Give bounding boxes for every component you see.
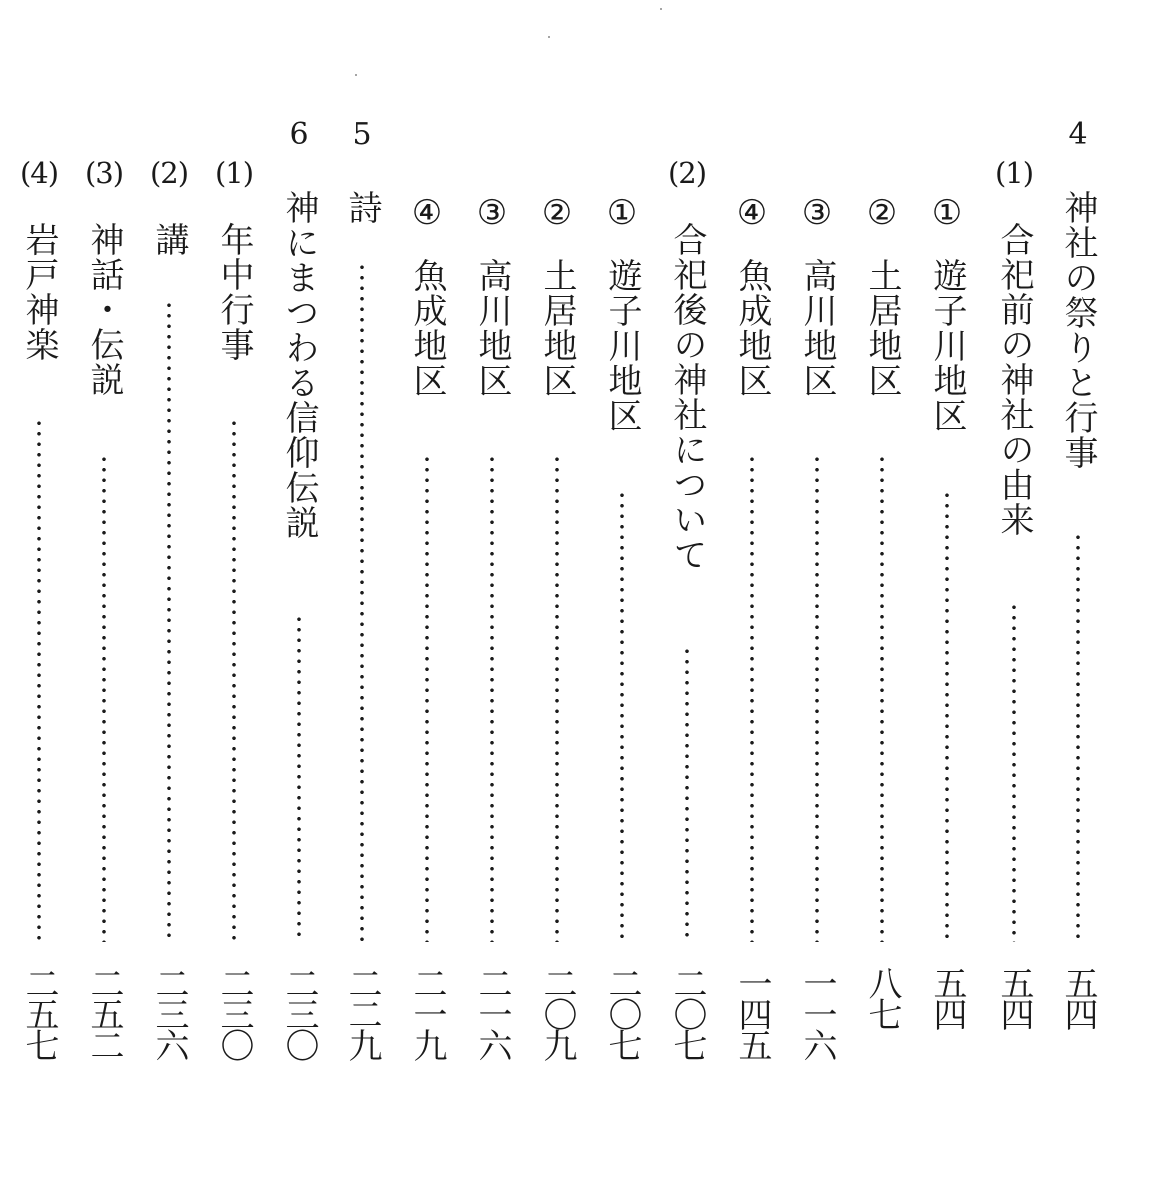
dot-leader: [619, 490, 625, 942]
toc-entry-page: 二一六: [472, 966, 512, 1059]
toc-entry-4-1-3: [791, 0, 843, 1189]
toc-entry-6-4: [13, 0, 65, 1189]
toc-entry-title: 魚成地区: [407, 258, 447, 398]
toc-entry-page: 五四: [927, 966, 967, 1028]
toc-entry-number: ②: [541, 193, 573, 233]
toc-entry-number: ④: [411, 193, 443, 233]
toc-entry-title: 神にまつわる信仰伝説: [279, 190, 319, 540]
toc-entry-6: [273, 0, 325, 1189]
toc-entry-title: 高川地区: [797, 258, 837, 398]
toc-entry-number: ①: [931, 193, 963, 233]
dot-leader: [1011, 602, 1017, 942]
toc-entry-page: 一一六: [797, 966, 837, 1059]
toc-entry-title: 高川地区: [472, 258, 512, 398]
dot-leader: [296, 614, 302, 942]
toc-entry-title: 土居地区: [862, 258, 902, 398]
toc-entry-4-2: [661, 0, 713, 1189]
toc-entry-page: 二〇九: [537, 966, 577, 1059]
toc-entry-page: 二三〇: [214, 966, 254, 1059]
toc-entry-page: 二五二: [84, 966, 124, 1059]
toc-entry-4-2-1: [596, 0, 648, 1189]
scan-speck: [355, 74, 357, 76]
toc-entry-4-2-4: [401, 0, 453, 1189]
toc-entry-4-1-4: [726, 0, 778, 1189]
toc-entry-4-2-3: [466, 0, 518, 1189]
dot-leader: [814, 454, 820, 942]
toc-entry-title: 講: [149, 222, 189, 257]
toc-entry-6-3: [78, 0, 130, 1189]
toc-entry-title: 神話・伝説: [84, 222, 124, 397]
dot-leader: [554, 454, 560, 942]
toc-entry-number: ④: [736, 193, 768, 233]
toc-entry-page: 二三六: [149, 966, 189, 1059]
toc-entry-page: 五四: [1058, 966, 1098, 1028]
scan-speck: [548, 36, 550, 38]
toc-entry-number: 5: [352, 117, 372, 152]
toc-entry-6-2: [143, 0, 195, 1189]
toc-entry-5: [336, 0, 388, 1189]
toc-entry-page: 二三〇: [279, 966, 319, 1059]
toc-entry-number: ①: [606, 193, 638, 233]
toc-entry-4-1-2: [856, 0, 908, 1189]
dot-leader: [36, 418, 42, 942]
dot-leader: [166, 300, 172, 942]
toc-entry-number: (2): [667, 156, 707, 190]
dot-leader: [231, 418, 237, 942]
dot-leader: [359, 262, 365, 942]
toc-entry-page: 五四: [994, 966, 1034, 1028]
dot-leader: [684, 646, 690, 942]
scan-speck: [660, 8, 662, 10]
toc-entry-title: 合祀後の神社について: [667, 222, 707, 572]
toc-entry-4-1: [988, 0, 1040, 1189]
toc-entry-number: (3): [84, 156, 124, 190]
toc-entry-number: ③: [476, 193, 508, 233]
toc-entry-title: 遊子川地区: [927, 258, 967, 433]
dot-leader: [749, 454, 755, 942]
toc-entry-page: 二〇七: [602, 966, 642, 1059]
dot-leader: [879, 454, 885, 942]
toc-entry-page: 二二九: [342, 966, 382, 1059]
dot-leader: [489, 454, 495, 942]
toc-entry-page: 八七: [862, 966, 902, 1028]
toc-entry-6-1: [208, 0, 260, 1189]
toc-entry-title: 遊子川地区: [602, 258, 642, 433]
toc-entry-page: 二〇七: [667, 966, 707, 1059]
dot-leader: [944, 490, 950, 942]
toc-entry-number: (4): [19, 156, 59, 190]
toc-entry-title: 合祀前の神社の由来: [994, 222, 1034, 537]
toc-entry-number: (1): [994, 156, 1034, 190]
toc-entry-title: 詩: [342, 190, 382, 225]
toc-entry-number: 6: [289, 117, 309, 152]
toc-entry-title: 年中行事: [214, 222, 254, 362]
toc-entry-title: 魚成地区: [732, 258, 772, 398]
toc-entry-number: ②: [866, 193, 898, 233]
dot-leader: [1075, 532, 1081, 942]
toc-entry-4: [1052, 0, 1104, 1189]
toc-entry-title: 土居地区: [537, 258, 577, 398]
toc-entry-page: 二一九: [407, 966, 447, 1059]
dot-leader: [424, 454, 430, 942]
toc-entry-title: 神社の祭りと行事: [1058, 190, 1098, 470]
toc-entry-4-1-1: [921, 0, 973, 1189]
toc-entry-number: 4: [1068, 117, 1088, 152]
toc-entry-title: 岩戸神楽: [19, 222, 59, 362]
toc-entry-4-2-2: [531, 0, 583, 1189]
toc-entry-number: (1): [214, 156, 254, 190]
toc-entry-number: ③: [801, 193, 833, 233]
dot-leader: [101, 454, 107, 942]
toc-entry-page: 一四五: [732, 966, 772, 1059]
toc-entry-number: (2): [149, 156, 189, 190]
toc-entry-page: 二五七: [19, 966, 59, 1059]
